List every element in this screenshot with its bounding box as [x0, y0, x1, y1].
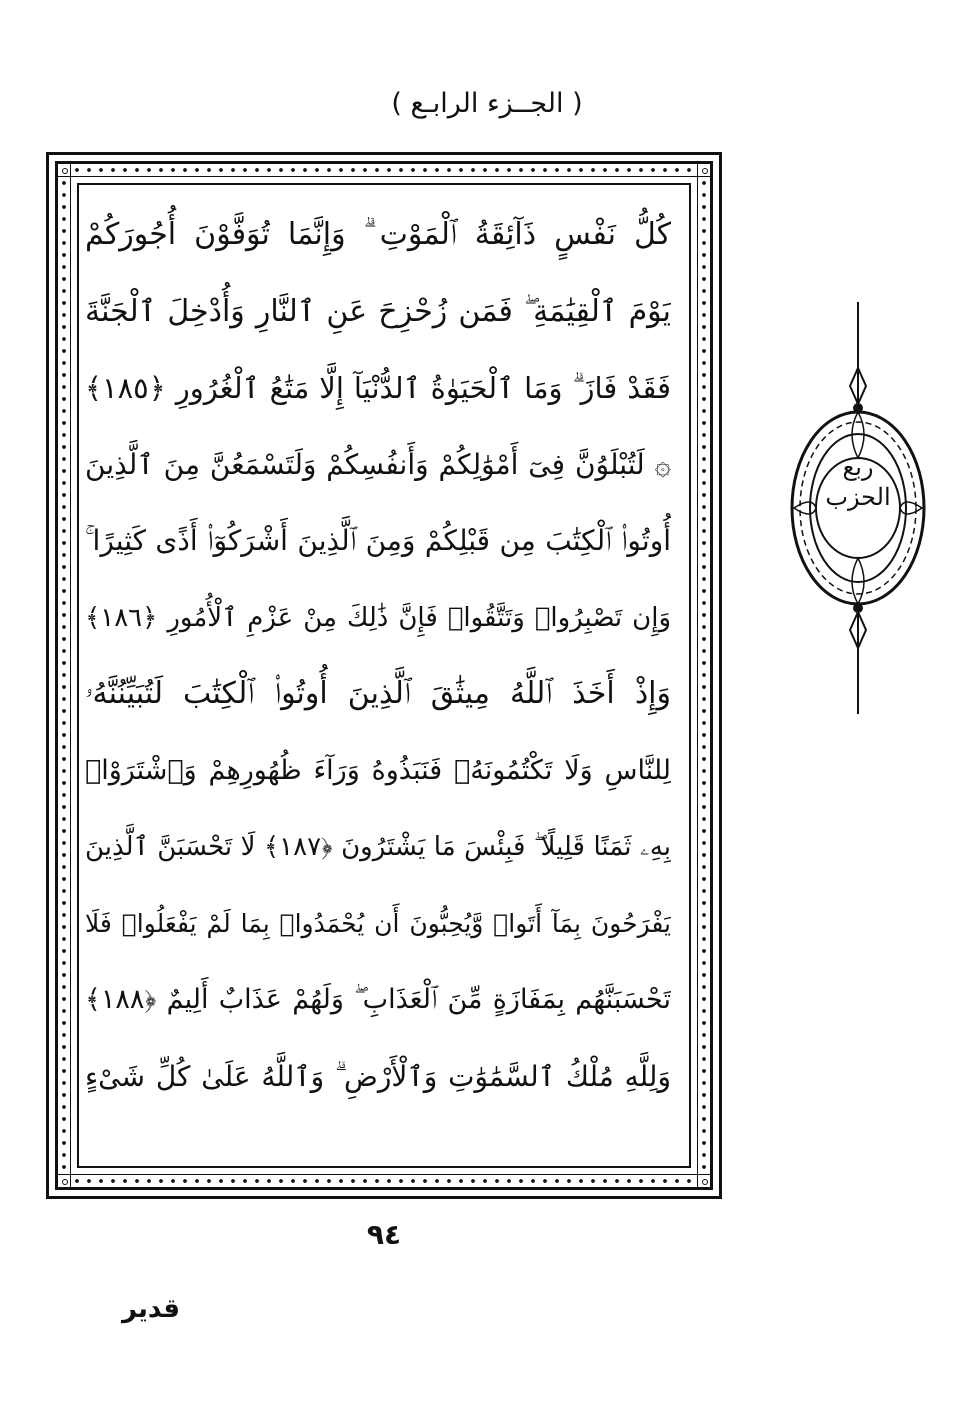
- hizb-quarter-label: [786, 452, 930, 512]
- verse-line: لِلنَّاسِ وَلَا تَكْتُمُونَهُۥ فَنَبَذُوهُ وَرَآءَ ظُهُورِهِمْ وَٱشْتَرَوْا۟: [85, 754, 671, 786]
- hizb-quarter-marker: [786, 298, 930, 718]
- border-band-bottom: [71, 1174, 697, 1188]
- verse-text-block: [85, 197, 671, 1115]
- hizb-label-line1: ربع: [842, 453, 874, 481]
- verse-line: بِهِۦ ثَمَنًا قَلِيلًا ۖ فَبِئْسَ مَا يَشْتَرُونَ ﴿١٨٧﴾ لَا تَحْسَبَنَّ ٱلَّذِينَ: [85, 832, 671, 862]
- verse-line: وَإِن تَصْبِرُوا۟ وَتَتَّقُوا۟ فَإِنَّ ذَٰلِكَ مِنْ عَزْمِ ٱلْأُمُورِ ﴿١٨٦﴾: [85, 602, 671, 633]
- running-header: ( الجــزء الرابـع ): [391, 88, 583, 119]
- border-corner-ornament: [57, 163, 71, 177]
- verse-line: تَحْسَبَنَّهُم بِمَفَازَةٍ مِّنَ ٱلْعَذَابِ ۖ وَلَهُمْ عَذَابٌ أَلِيمٌ ﴿١٨٨﴾: [85, 984, 671, 1015]
- page-border-frame: [46, 152, 722, 1199]
- verse-line: ۞ لَتُبْلَوُنَّ فِىٓ أَمْوَٰلِكُمْ وَأَنفُسِكُمْ وَلَتَسْمَعُنَّ مِنَ ٱلَّذِينَ: [85, 447, 671, 481]
- hizb-label-line2: الحزب: [825, 483, 891, 511]
- border-band-left: [57, 177, 71, 1174]
- verse-line: كُلُّ نَفْسٍ ذَآئِقَةُ ٱلْمَوْتِ ۗ وَإِنَّمَا تُوَفَّوْنَ أُجُورَكُمْ: [85, 217, 671, 252]
- verse-line: وَلِلَّهِ مُلْكُ ٱلسَّمَٰوَٰتِ وَٱلْأَرْضِ ۗ وَٱللَّهُ عَلَىٰ كُلِّ شَىْءٍ: [85, 1059, 671, 1093]
- border-band-top: [71, 163, 697, 177]
- verse-line: يَوْمَ ٱلْقِيَٰمَةِ ۖ فَمَن زُحْزِحَ عَنِ ٱلنَّارِ وَأُدْخِلَ ٱلْجَنَّةَ: [85, 293, 671, 329]
- catchword: قدير: [122, 1294, 180, 1324]
- border-corner-ornament: [697, 1174, 711, 1188]
- verse-line: فَقَدْ فَازَ ۗ وَمَا ٱلْحَيَوٰةُ ٱلدُّنْيَآ إِلَّا مَتَٰعُ ٱلْغُرُورِ ﴿١٨٥﴾: [85, 371, 671, 405]
- verse-line: أُوتُوا۟ ٱلْكِتَٰبَ مِن قَبْلِكُمْ وَمِنَ ٱلَّذِينَ أَشْرَكُوٓا۟ أَذًى كَثِيرًا ۚ: [85, 524, 671, 557]
- verse-line: يَفْرَحُونَ بِمَآ أَتَوا۟ وَّيُحِبُّونَ أَن يُحْمَدُوا۟ بِمَا لَمْ يَفْعَلُوا۟ فَلَا: [85, 908, 671, 938]
- border-corner-ornament: [57, 1174, 71, 1188]
- border-corner-ornament: [697, 163, 711, 177]
- page-number: ٩٤: [366, 1218, 402, 1251]
- verse-line: وَإِذْ أَخَذَ ٱللَّهُ مِيثَٰقَ ٱلَّذِينَ أُوتُوا۟ ٱلْكِتَٰبَ لَتُبَيِّنُنَّهُۥ: [85, 676, 671, 711]
- border-band-right: [697, 177, 711, 1174]
